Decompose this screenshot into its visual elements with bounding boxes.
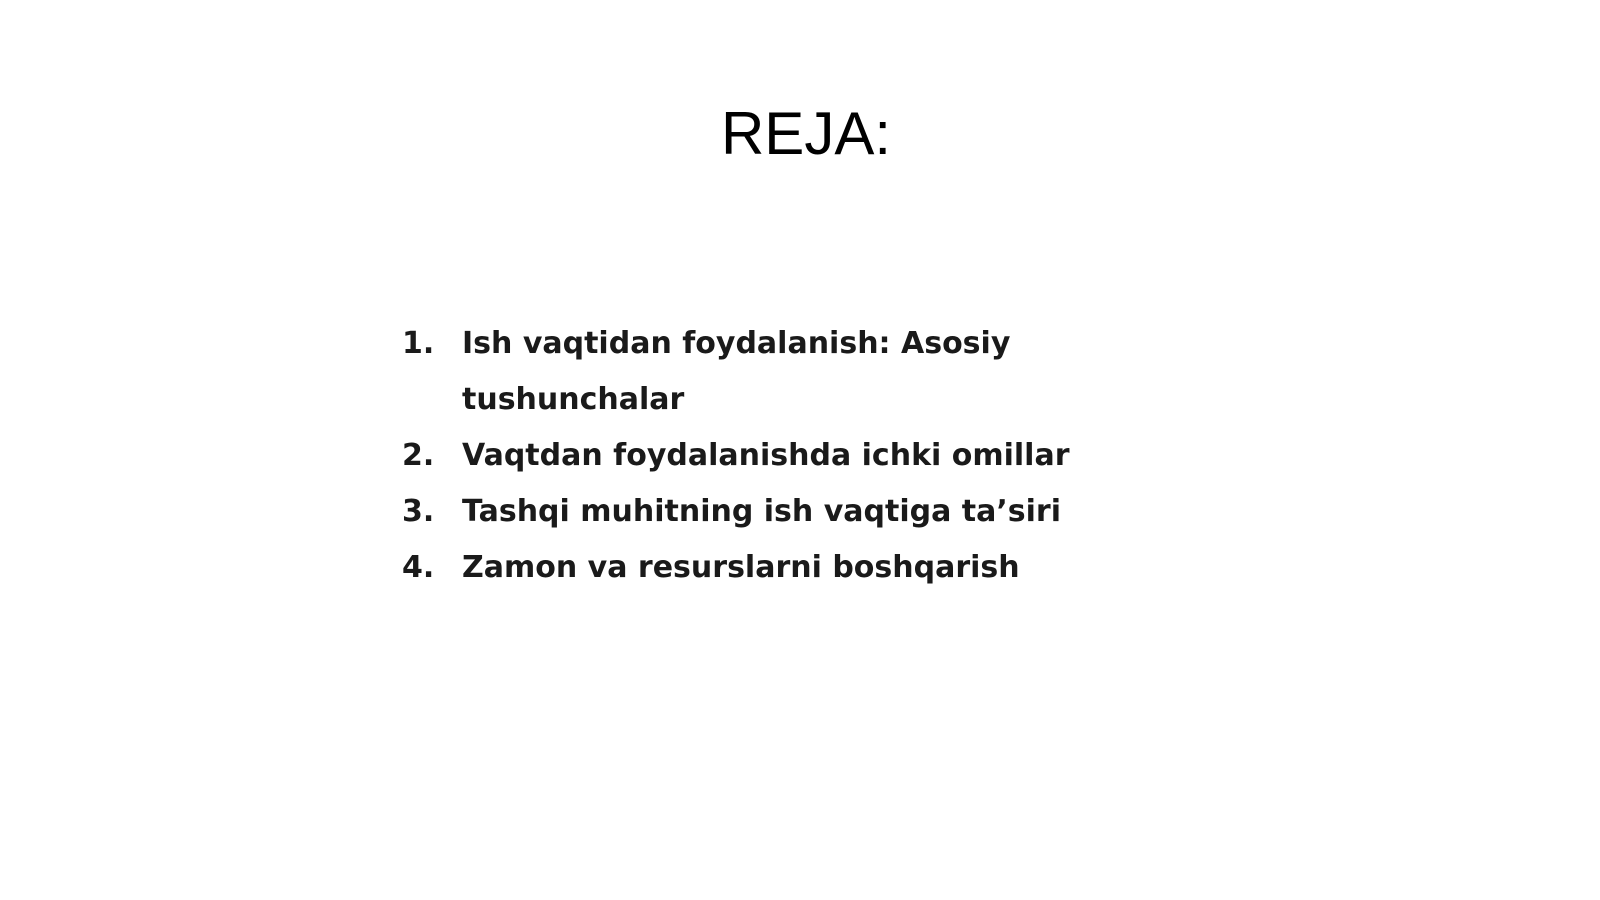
plan-item-number: 2. [402, 438, 435, 473]
plan-item-text: Vaqtdan foydalanishda ichki omillar [462, 438, 1070, 473]
plan-item-number: 1. [402, 326, 435, 361]
plan-item-text: Ish vaqtidan foydalanish: Asosiy tushunchalar [462, 326, 1011, 417]
plan-item [402, 428, 1102, 484]
plan-item-text: Zamon va resurslarni boshqarish [462, 550, 1020, 585]
plan-item [402, 540, 1102, 596]
plan-item [402, 316, 1102, 428]
plan-item-text: Tashqi muhitning ish vaqtiga ta’siri [462, 494, 1061, 529]
slide-title: REJA: [720, 100, 892, 167]
plan-item-number: 4. [402, 550, 435, 585]
plan-list [402, 316, 1102, 596]
plan-item [402, 484, 1102, 540]
plan-item-number: 3. [402, 494, 435, 529]
